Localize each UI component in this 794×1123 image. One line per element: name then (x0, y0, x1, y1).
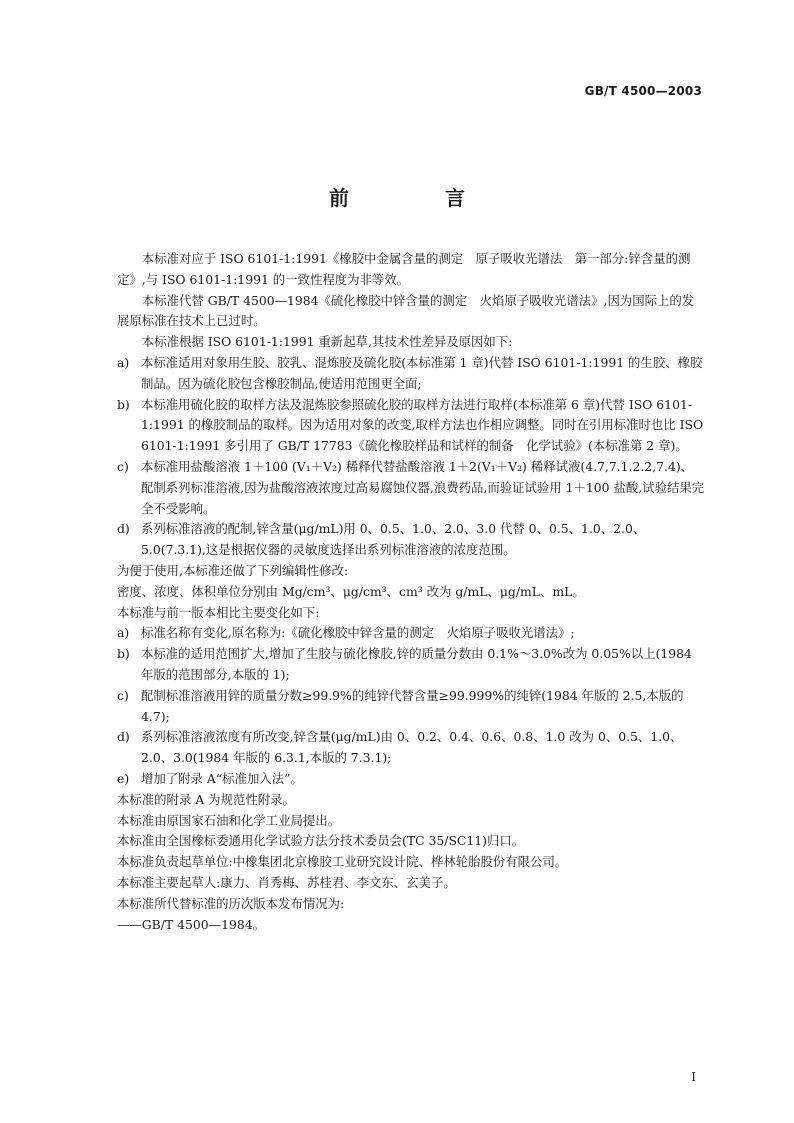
paragraph-differences-intro: 本标准根据 ISO 6101-1:1991 重新起草,其技术性差异及原因如下: (141, 334, 513, 350)
list-item-text: 增加了附录 A“标准加入法”。 (141, 770, 303, 786)
list-item (117, 769, 705, 790)
list-item (117, 727, 705, 769)
paragraph-history-item: ——GB/T 4500—1984。 (117, 916, 266, 932)
list-item-label: b) (117, 396, 130, 412)
list-item (117, 519, 705, 561)
list-item (117, 353, 705, 395)
list-item-text: 系列标准溶液的配制,锌含量(μg/mL)用 0、0.5、1.0、2.0、3.0 代替 0、0.5、1.0、2.0、5.0(7.3.1),这是根据仪器的灵敏度选择出系列标准溶液的浓度范围。 (141, 521, 646, 558)
list-item (117, 686, 705, 728)
list-item (117, 395, 705, 457)
list-item-text: 本标准用盐酸溶液 1＋100 (V₁＋V₂) 稀释代替盐酸溶液 1＋2(V₁＋V₂) 稀释试液(4.7,7.1.2.2,7.4)、配制系列标准溶液,因为盐酸溶液浓度过高易腐蚀仪器,浪费药品,而验证试验用 1＋100 盐酸,试验结果完全不受影响。 (141, 458, 705, 516)
list-item-text: 标准名称有变化,原名称为:《硫化橡胶中锌含量的测定 火焰原子吸收光谱法》; (141, 625, 575, 641)
body-text (117, 249, 705, 935)
list-item-text: 本标准用硫化胶的取样方法及混炼胶参照硫化胶的取样方法进行取样(本标准第 6 章)代替 ISO 6101-1:1991 的橡胶制品的取样。因为适用对象的改变,取样方法也作相应调整。同时在引用标准时也比 ISO 6101-1:1991 多引用了 GB/T 17783《硫化橡胶样品和试样的制备 化学试验》(本标准第 2 章)。 (141, 396, 704, 454)
list-item-label: d) (117, 521, 130, 537)
list-item-text: 系列标准溶液浓度有所改变,锌含量(μg/mL)由 0、0.2、0.4、0.6、0.8、1.0 改为 0、0.5、1.0、2.0、3.0(1984 年版的 6.3.1,本版的 7.3.1); (141, 729, 683, 766)
page-number: I (691, 1070, 696, 1084)
list-item-label: b) (117, 646, 130, 662)
list-item-text: 配制标准溶液用锌的质量分数≥99.9%的纯锌代替含量≥99.999%的纯锌(1984 年版的 2.5,本版的 4.7); (141, 687, 684, 724)
page-title: 前 言 (329, 186, 503, 210)
list-item (117, 644, 705, 686)
list-item-label: e) (117, 770, 130, 786)
list-item (117, 623, 705, 644)
paragraph-proposer: 本标准由原国家石油和化学工业局提出。 (117, 812, 341, 828)
list-item-text: 本标准的适用范围扩大,增加了生胶与硫化橡胶,锌的质量分数由 0.1%～3.0%改为 0.05%以上(1984 年版的范围部分,本版的 1); (141, 646, 692, 682)
paragraph-annex: 本标准的附录 A 为规范性附录。 (117, 791, 295, 807)
paragraph-correspondence: 本标准对应于 ISO 6101-1:1991《橡胶中金属含量的测定 原子吸收光谱法 第一部分:锌含量的测定》,与 ISO 6101-1:1991 的一致性程度为非等效。 (117, 251, 691, 287)
paragraph-drafters: 本标准主要起草人:康力、肖秀梅、苏桂君、李文东、玄美子。 (117, 874, 456, 890)
list-item-label: c) (117, 687, 129, 703)
paragraph-committee: 本标准由全国橡标委通用化学试验方法分技术委员会(TC 35/SC11)归口。 (117, 833, 525, 849)
list-item (117, 457, 705, 519)
paragraph-drafting-units: 本标准负责起草单位:中橡集团北京橡胶工业研究设计院、桦林轮胎股份有限公司。 (117, 854, 568, 870)
paragraph-editorial-intro: 为便于使用,本标准还做了下列编辑性修改: (117, 562, 349, 578)
paragraph-changes-intro: 本标准与前一版本相比主要变化如下: (117, 604, 320, 620)
paragraph-replacement: 本标准代替 GB/T 4500—1984《硫化橡胶中锌含量的测定 火焰原子吸收光谱法》,因为国际上的发展原标准在技术上已过时。 (117, 292, 695, 329)
standard-code: GB/T 4500—2003 (584, 84, 702, 98)
paragraph-units: 密度、浓度、体积单位分别由 Mg/cm³、μg/cm³、cm³ 改为 g/mL、μg/mL、mL。 (117, 583, 585, 599)
paragraph-history-intro: 本标准所代替标准的历次版本发布情况为: (117, 895, 345, 911)
list-item-label: c) (117, 458, 129, 474)
list-item-text: 本标准适用对象用生胶、胶乳、混炼胶及硫化胶(本标准第 1 章)代替 ISO 6101-1:1991 的生胶、橡胶制品。因为硫化胶包含橡胶制品,使适用范围更全面; (141, 354, 703, 391)
list-item-label: a) (117, 625, 130, 641)
list-item-label: a) (117, 354, 130, 370)
list-item-label: d) (117, 729, 130, 745)
